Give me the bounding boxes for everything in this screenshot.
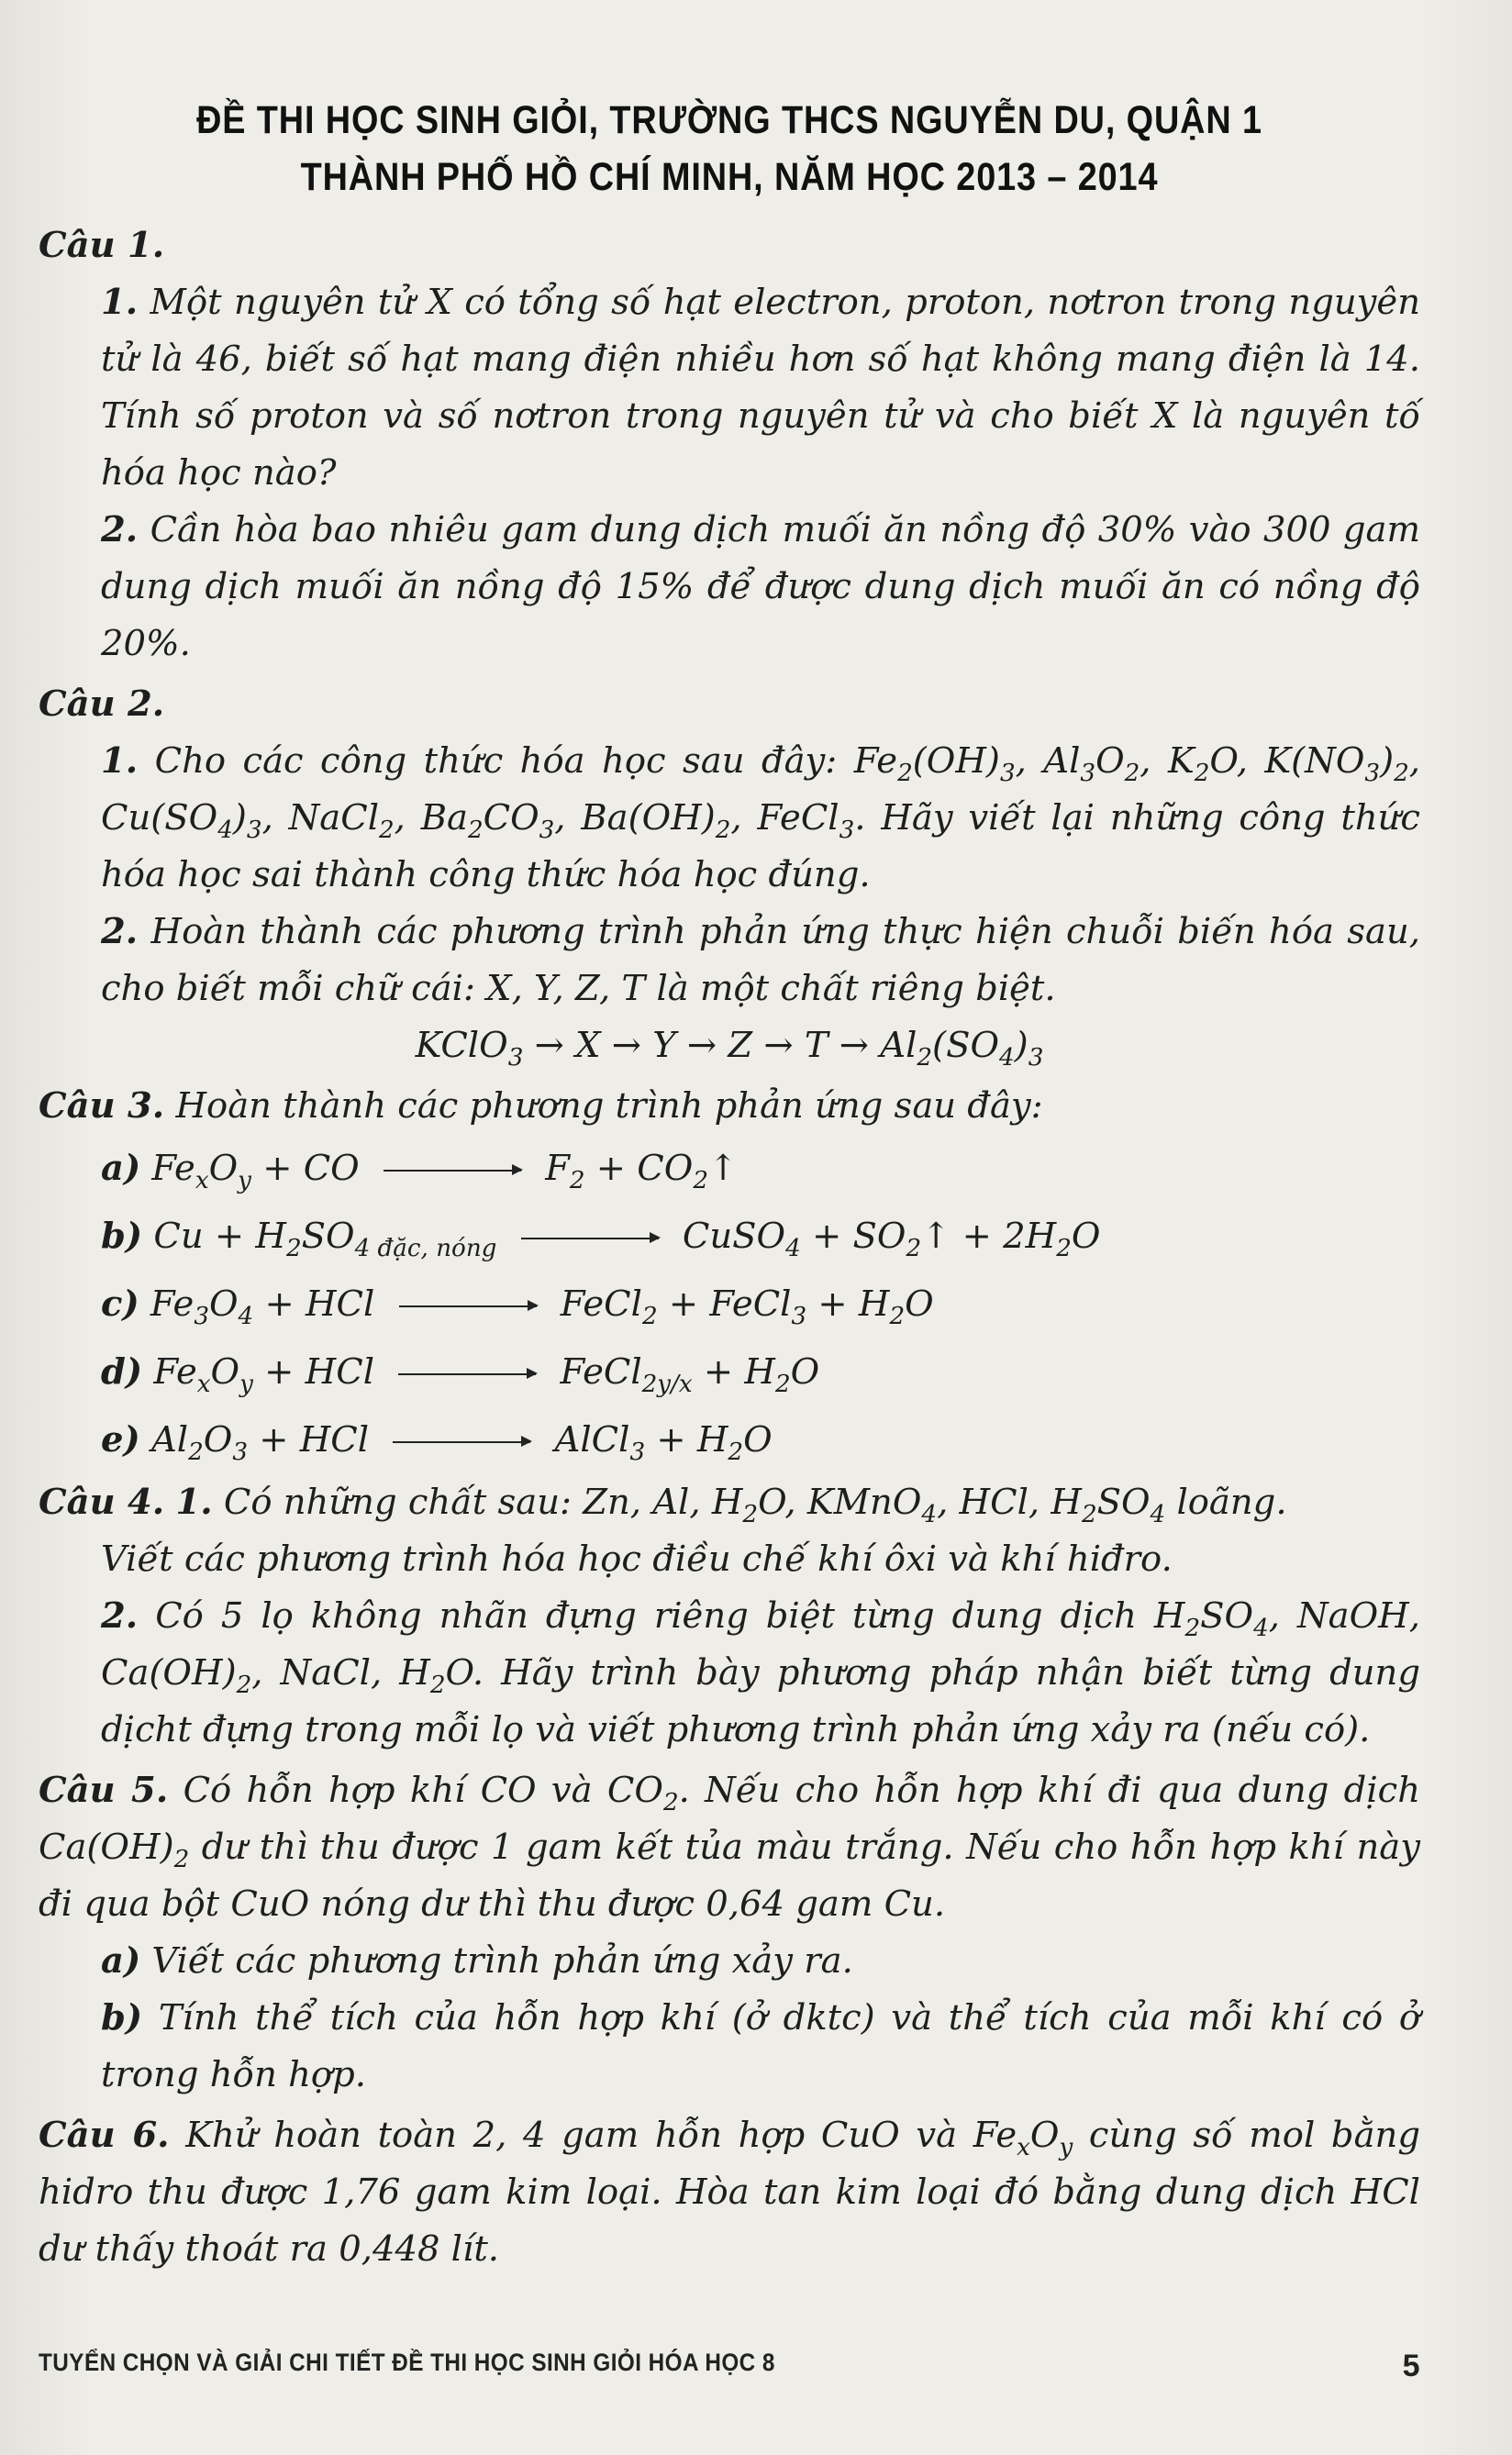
- equation-label: a): [101, 1147, 141, 1189]
- part-text: Khử hoàn toàn 2, 4 gam hỗn hợp CuO và: [185, 2114, 973, 2156]
- question-5-part-a: [39, 1933, 1420, 1990]
- question-5-part-b: [39, 1990, 1420, 2104]
- question-4-part-1: [39, 1474, 1420, 1531]
- question-2: [39, 676, 1420, 1074]
- arrow-icon: [399, 1305, 537, 1307]
- page-footer: [39, 2349, 1420, 2383]
- question-2-part-2: [39, 904, 1420, 1017]
- title-line-1: ĐỀ THI HỌC SINH GIỎI, TRƯỜNG THCS NGUYỄN DU, QUẬN 1: [196, 98, 1262, 142]
- arrow-icon: [393, 1441, 530, 1443]
- question-2-part-1: [39, 733, 1420, 904]
- question-3-intro: Hoàn thành các phương trình phản ứng sau đây:: [175, 1084, 1043, 1127]
- question-4-heading: Câu 4.: [39, 1481, 165, 1523]
- question-1-part-1: [39, 274, 1420, 502]
- question-4-part-2: [39, 1588, 1420, 1759]
- part-text: Tính thể tích của hỗn hợp khí (ở dktc) và thể tích của mỗi khí có ở trong hỗn hợp.: [101, 1996, 1420, 2095]
- formula-list: $Fe_2(OH)_3$, $Al_3O_2$, $K_2O$, $K(NO_3)_2$, $Cu(SO_4)_3$, NaCl$_2$, $Ba_2CO_3$, $Ba(OH)_2$, FeCl$_3$: [101, 739, 1420, 844]
- equation-c: c) $Fe_3O_4$ + HCl FeCl$_2$ + FeCl$_3$ + $H_2O$: [101, 1283, 934, 1330]
- part-text: Viết các phương trình phản ứng xảy ra.: [151, 1939, 853, 1982]
- part-number: 2.: [101, 910, 139, 952]
- part-text: dư thì thu được 1 gam kết tủa màu trắng. Nếu cho hỗn hợp khí này đi qua bột CuO nóng dư thì thu được 0,64 gam Cu.: [39, 1826, 1420, 1925]
- title-line-2: THÀNH PHỐ HỒ CHÍ MINH, NĂM HỌC 2013 – 2014: [300, 155, 1159, 200]
- arrow-icon: [521, 1238, 659, 1239]
- reaction-condition: đặc, nóng: [377, 1234, 497, 1262]
- equation-a: a) $Fe_xO_y$ + CO $F_2$ + $CO_2↑$: [101, 1147, 739, 1194]
- part-text: . Hãy trình bày phương pháp nhận biết từng dung dịcht đựng trong mỗi lọ và viết phương trình phản ứng xảy ra (nếu có).: [101, 1651, 1420, 1750]
- substance-list: Zn, Al, $H_2O$, KMnO$_4$, HCl, $H_2SO_4$: [583, 1481, 1166, 1528]
- book-title: TUYỂN CHỌN VÀ GIẢI CHI TIẾT ĐỀ THI HỌC SINH GIỎI HÓA HỌC 8: [39, 2349, 775, 2376]
- equation-label: b): [101, 1215, 143, 1257]
- question-4: [39, 1474, 1420, 1759]
- part-text: Hoàn thành các phương trình phản ứng thực hiện chuỗi biến hóa sau, cho biết mỗi chữ cái: X, Y, Z, T là một chất riêng biệt.: [101, 910, 1420, 1009]
- question-3: [39, 1078, 1420, 1135]
- part-number: 2.: [101, 1594, 139, 1637]
- question-6-heading: Câu 6.: [39, 2114, 170, 2156]
- question-5-body: Câu 5. Có hỗn hợp khí CO và $CO_2$. Nếu cho hỗn hợp khí đi qua dung dịch $Ca(OH)_2$ dư thì thu được 1 gam kết tủa màu trắng. Nếu cho hỗn hợp khí này đi qua bột CuO nóng dư thì thu được 0,64 gam Cu.: [39, 1769, 1420, 1925]
- question-3-intro-line: [39, 1078, 1420, 1135]
- part-label: a): [101, 1939, 141, 1982]
- question-6: Câu 6. Khử hoàn toàn 2, 4 gam hỗn hợp CuO và $Fe_xO_y$ cùng số mol bằng hidro thu được 1,76 gam kim loại. Hòa tan kim loại đó bằng dung dịch HCl dư thấy thoát ra 0,448 lít.: [39, 2114, 1420, 2270]
- part-text: Có 5 lọ không nhãn đựng riêng biệt từng dung dịch: [155, 1594, 1154, 1637]
- part-text: loãng.: [1165, 1481, 1287, 1523]
- page-number: 5: [1402, 2349, 1420, 2383]
- exam-title: [121, 92, 1337, 206]
- part-number: 1.: [101, 739, 139, 782]
- question-3-heading: Câu 3.: [39, 1084, 165, 1127]
- part-number: 1.: [175, 1481, 213, 1523]
- part-text: Cần hòa bao nhiêu gam dung dịch muối ăn nồng độ 30% vào 300 gam dung dịch muối ăn nồng độ 15% để được dung dịch muối ăn có nồng độ 20%.: [101, 508, 1420, 664]
- part-text: . Hãy viết lại những công thức hóa học sai thành công thức hóa học đúng.: [101, 796, 1420, 895]
- question-4-part-1-task: Viết các phương trình hóa học điều chế khí ôxi và khí hiđro.: [101, 1538, 1173, 1580]
- question-5: [39, 1762, 1420, 2104]
- arrow-icon: [398, 1373, 536, 1375]
- question-5-heading: Câu 5.: [39, 1769, 169, 1811]
- part-text: . Nếu cho hỗn hợp khí đi qua dung dịch: [678, 1769, 1420, 1811]
- equation-e: e) $Al_2O_3$ + HCl AlCl$_3$ + $H_2O$: [101, 1418, 773, 1466]
- part-number: 2.: [101, 508, 139, 550]
- equation-label: e): [101, 1418, 140, 1461]
- equation-b: b) $Cu + H_2SO_{4 đặc, nóng}$ CuSO$_4$ + $SO_2↑ + 2H_2O$: [101, 1215, 1101, 1262]
- part-text: Một nguyên tử X có tổng số hạt electron, proton, nơtron trong nguyên tử là 46, biết số hạt mang điện nhiều hơn số hạt không mang điện là 14. Tính số proton và số nơtron trong nguyên tử và cho biết X là nguyên tố hóa học nào?: [101, 281, 1420, 494]
- part-label: b): [101, 1996, 143, 2038]
- part-text: cùng số mol bằng hidro thu được 1,76 gam kim loại. Hòa tan kim loại đó bằng dung dịch HCl dư thấy thoát ra 0,448 lít.: [39, 2114, 1420, 2270]
- part-number: 1.: [101, 281, 139, 323]
- question-1-heading: Câu 1.: [39, 224, 165, 266]
- question-1: [39, 217, 1420, 672]
- question-1-part-2: [39, 502, 1420, 672]
- equation-d: d) $Fe_xO_y$ + HCl FeCl$_{2y/x}$ + $H_2O$: [101, 1350, 820, 1398]
- question-2-heading: Câu 2.: [39, 683, 165, 725]
- part-text: Cho các công thức hóa học sau đây:: [154, 739, 854, 782]
- reaction-chain: KClO$_3$ → $X \to Y \to Z \to T \to Al_2(SO_4)_3$: [415, 1024, 1044, 1072]
- solution-list: $H_2SO_4$, NaOH, $Ca(OH)_2$, NaCl, $H_2O$: [101, 1594, 1420, 1699]
- part-text: Có những chất sau:: [223, 1481, 584, 1523]
- equation-label: c): [101, 1283, 139, 1325]
- equation-label: d): [101, 1350, 143, 1393]
- arrow-icon: [384, 1170, 521, 1172]
- part-text: Có hỗn hợp khí CO và: [183, 1769, 607, 1811]
